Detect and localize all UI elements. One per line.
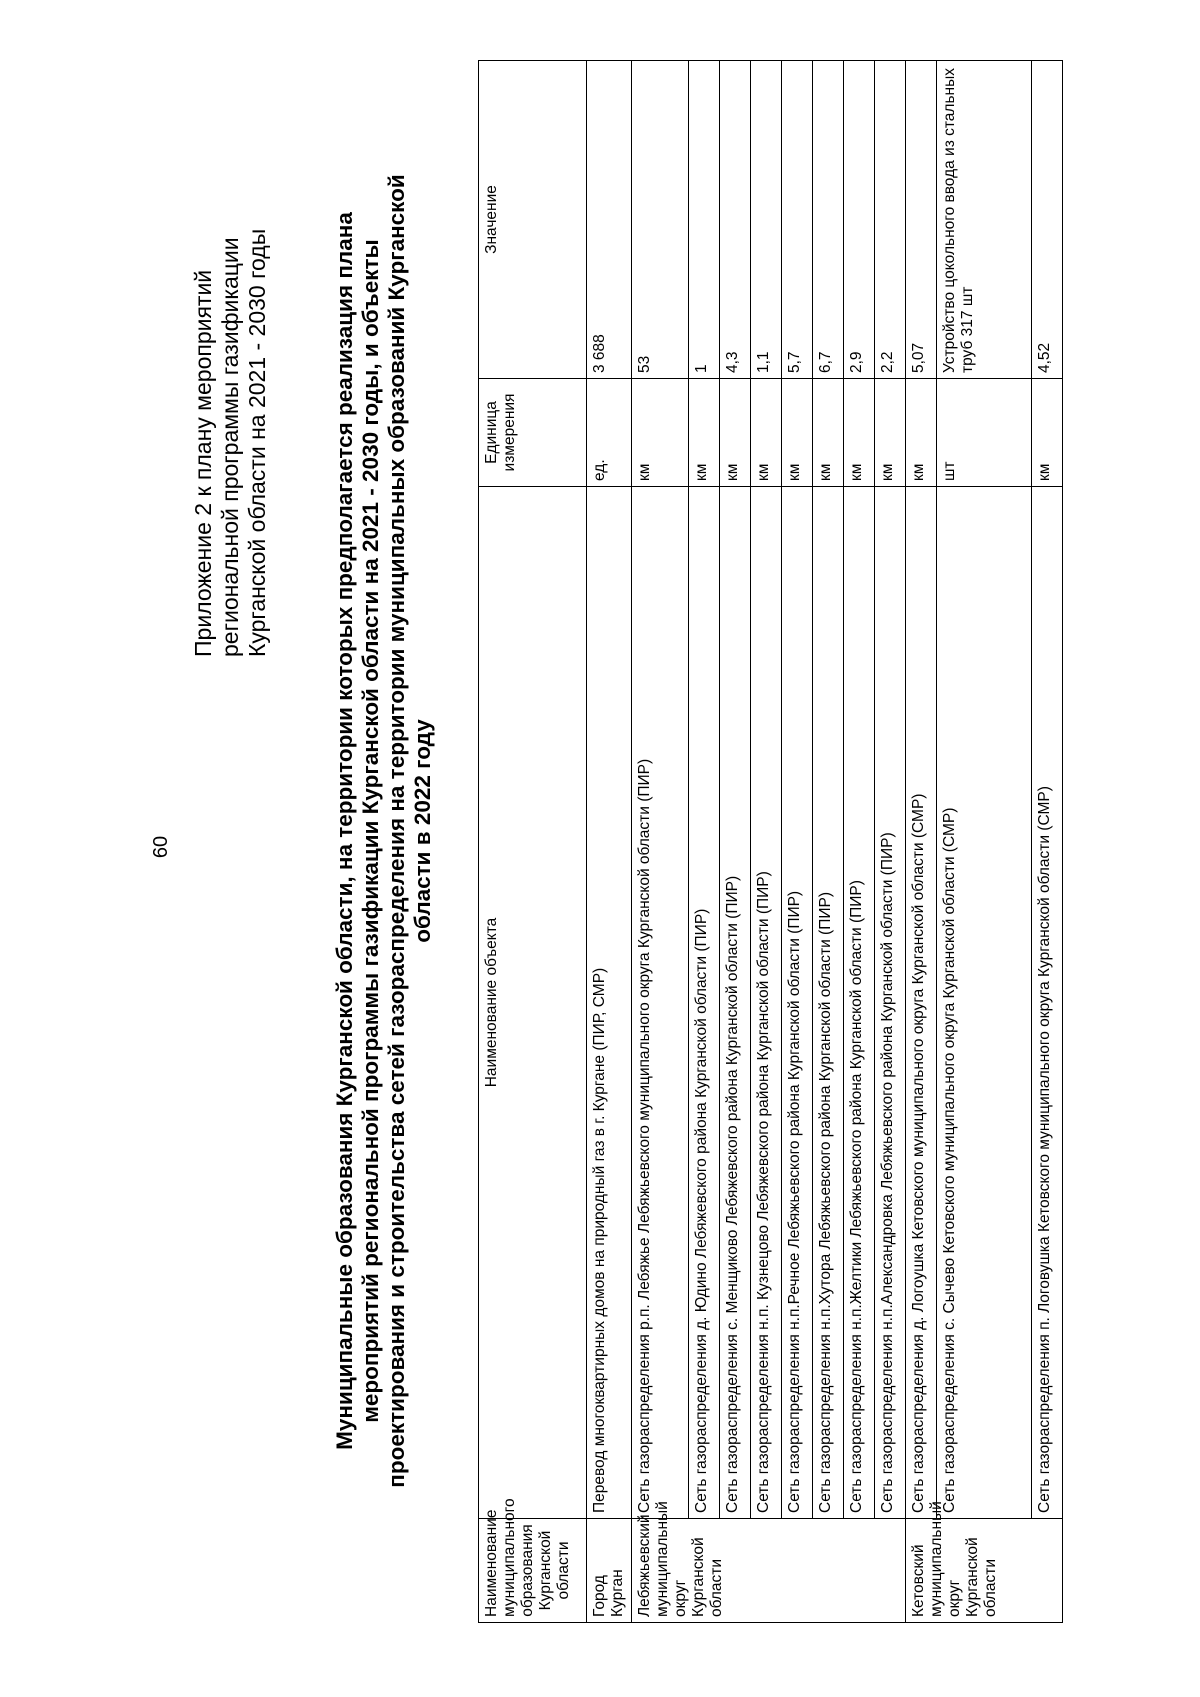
header-municipality: Наименование муниципального образования Курганской области: [479, 1519, 587, 1623]
cell-object: Сеть газораспределения н.п.Хутора Лебяжьевского района Курганской области (ПИР): [813, 487, 844, 1519]
appendix-line: Курганской области на 2021 - 2030 годы: [244, 228, 270, 657]
table-row: [813, 61, 844, 1623]
cell-value: 4,3: [720, 61, 751, 379]
title-line: области в 2022 году: [410, 719, 435, 943]
cell-unit: км: [813, 379, 844, 487]
cell-value: 5,07: [906, 61, 937, 379]
table-row: [1032, 61, 1063, 1623]
title-line: проектирования и строительства сетей газораспределения на территории муниципальных образований Курганской: [384, 174, 409, 1488]
header-object: Наименование объекта: [479, 487, 587, 1519]
cell-unit: ед.: [587, 379, 632, 487]
cell-object: Сеть газораспределения н.п.Речное Лебяжьевского района Курганской области (ПИР): [782, 487, 813, 1519]
page-number: 60: [150, 835, 172, 859]
table-row: [689, 61, 720, 1623]
cell-value: 53: [632, 61, 689, 379]
cell-value: 1: [689, 61, 720, 379]
table-row: [587, 61, 632, 1623]
cell-value: 2,9: [844, 61, 875, 379]
cell-object: Сеть газораспределения д. Логоушка Кетовского муниципального округа Курганской области (СМР): [906, 487, 937, 1519]
cell-unit: км: [720, 379, 751, 487]
cell-value: 2,2: [875, 61, 906, 379]
cell-object: Сеть газораспределения р.п. Лебяжье Лебяжьевского муниципального округа Курганской области (ПИР): [632, 487, 689, 1519]
cell-value: 5,7: [782, 61, 813, 379]
cell-municipality: Кетовский муниципальный округ Курганской области: [906, 1519, 1063, 1623]
header-unit: Единица измерения: [479, 379, 587, 487]
cell-unit: км: [782, 379, 813, 487]
cell-value: 4,52: [1032, 61, 1063, 379]
cell-value: 3 688: [587, 61, 632, 379]
cell-object: Перевод многоквартирных домов на природный газ в г. Кургане (ПИР, СМР): [587, 487, 632, 1519]
cell-unit: км: [1032, 379, 1063, 487]
cell-object: Сеть газораспределения н.п.Александровка Лебяжьевского района Курганской области (ПИР): [875, 487, 906, 1519]
cell-unit: км: [906, 379, 937, 487]
table-row: [632, 61, 689, 1623]
cell-unit: км: [875, 379, 906, 487]
title-line: мероприятий региональной программы газификации Курганской области на 2021 - 2030 годы, и объекты: [358, 239, 383, 1423]
cell-unit: км: [751, 379, 782, 487]
cell-object: Сеть газораспределения с. Сычево Кетовского муниципального округа Курганской области (СМР): [937, 487, 1032, 1519]
title-line: Муниципальные образования Курганской области, на территории которых предполагается реализация плана: [332, 212, 357, 1450]
cell-unit: км: [632, 379, 689, 487]
table-row: [720, 61, 751, 1623]
cell-value: 6,7: [813, 61, 844, 379]
cell-municipality: Лебяжьевский муниципальный округ Курганской области: [632, 1519, 906, 1623]
table-row: [937, 61, 1032, 1623]
cell-object: Сеть газораспределения н.п.Желтики Лебяжьевского района Курганской области (ПИР): [844, 487, 875, 1519]
cell-unit: км: [844, 379, 875, 487]
cell-object: Сеть газораспределения д. Юдино Лебяжевского района Курганской области (ПИР): [689, 487, 720, 1519]
cell-value: Устройство цокольного ввода из стальных труб 317 шт: [937, 61, 1032, 379]
cell-unit: шт: [937, 379, 1032, 487]
cell-value: 1,1: [751, 61, 782, 379]
cell-unit: км: [689, 379, 720, 487]
appendix-line: региональной программы газификации: [217, 237, 243, 657]
table-row: [782, 61, 813, 1623]
appendix-note: [190, 97, 271, 657]
document-title: [332, 61, 436, 1601]
cell-municipality: Город Курган: [587, 1519, 632, 1623]
cell-object: Сеть газораспределения н.п. Кузнецово Лебяжевского района Курганской области (ПИР): [751, 487, 782, 1519]
table-row: [906, 61, 937, 1623]
table-row: [844, 61, 875, 1623]
table-row: [751, 61, 782, 1623]
header-value: Значение: [479, 61, 587, 379]
cell-object: Сеть газораспределения с. Менщиково Лебяжевского района Курганской области (ПИР): [720, 487, 751, 1519]
objects-table: [478, 60, 1063, 1623]
appendix-line: Приложение 2 к плану мероприятий: [190, 269, 216, 657]
cell-object: Сеть газораспределения п. Логовушка Кетовского муниципального округа Курганской области (СМР): [1032, 487, 1063, 1519]
table-row: [875, 61, 906, 1623]
